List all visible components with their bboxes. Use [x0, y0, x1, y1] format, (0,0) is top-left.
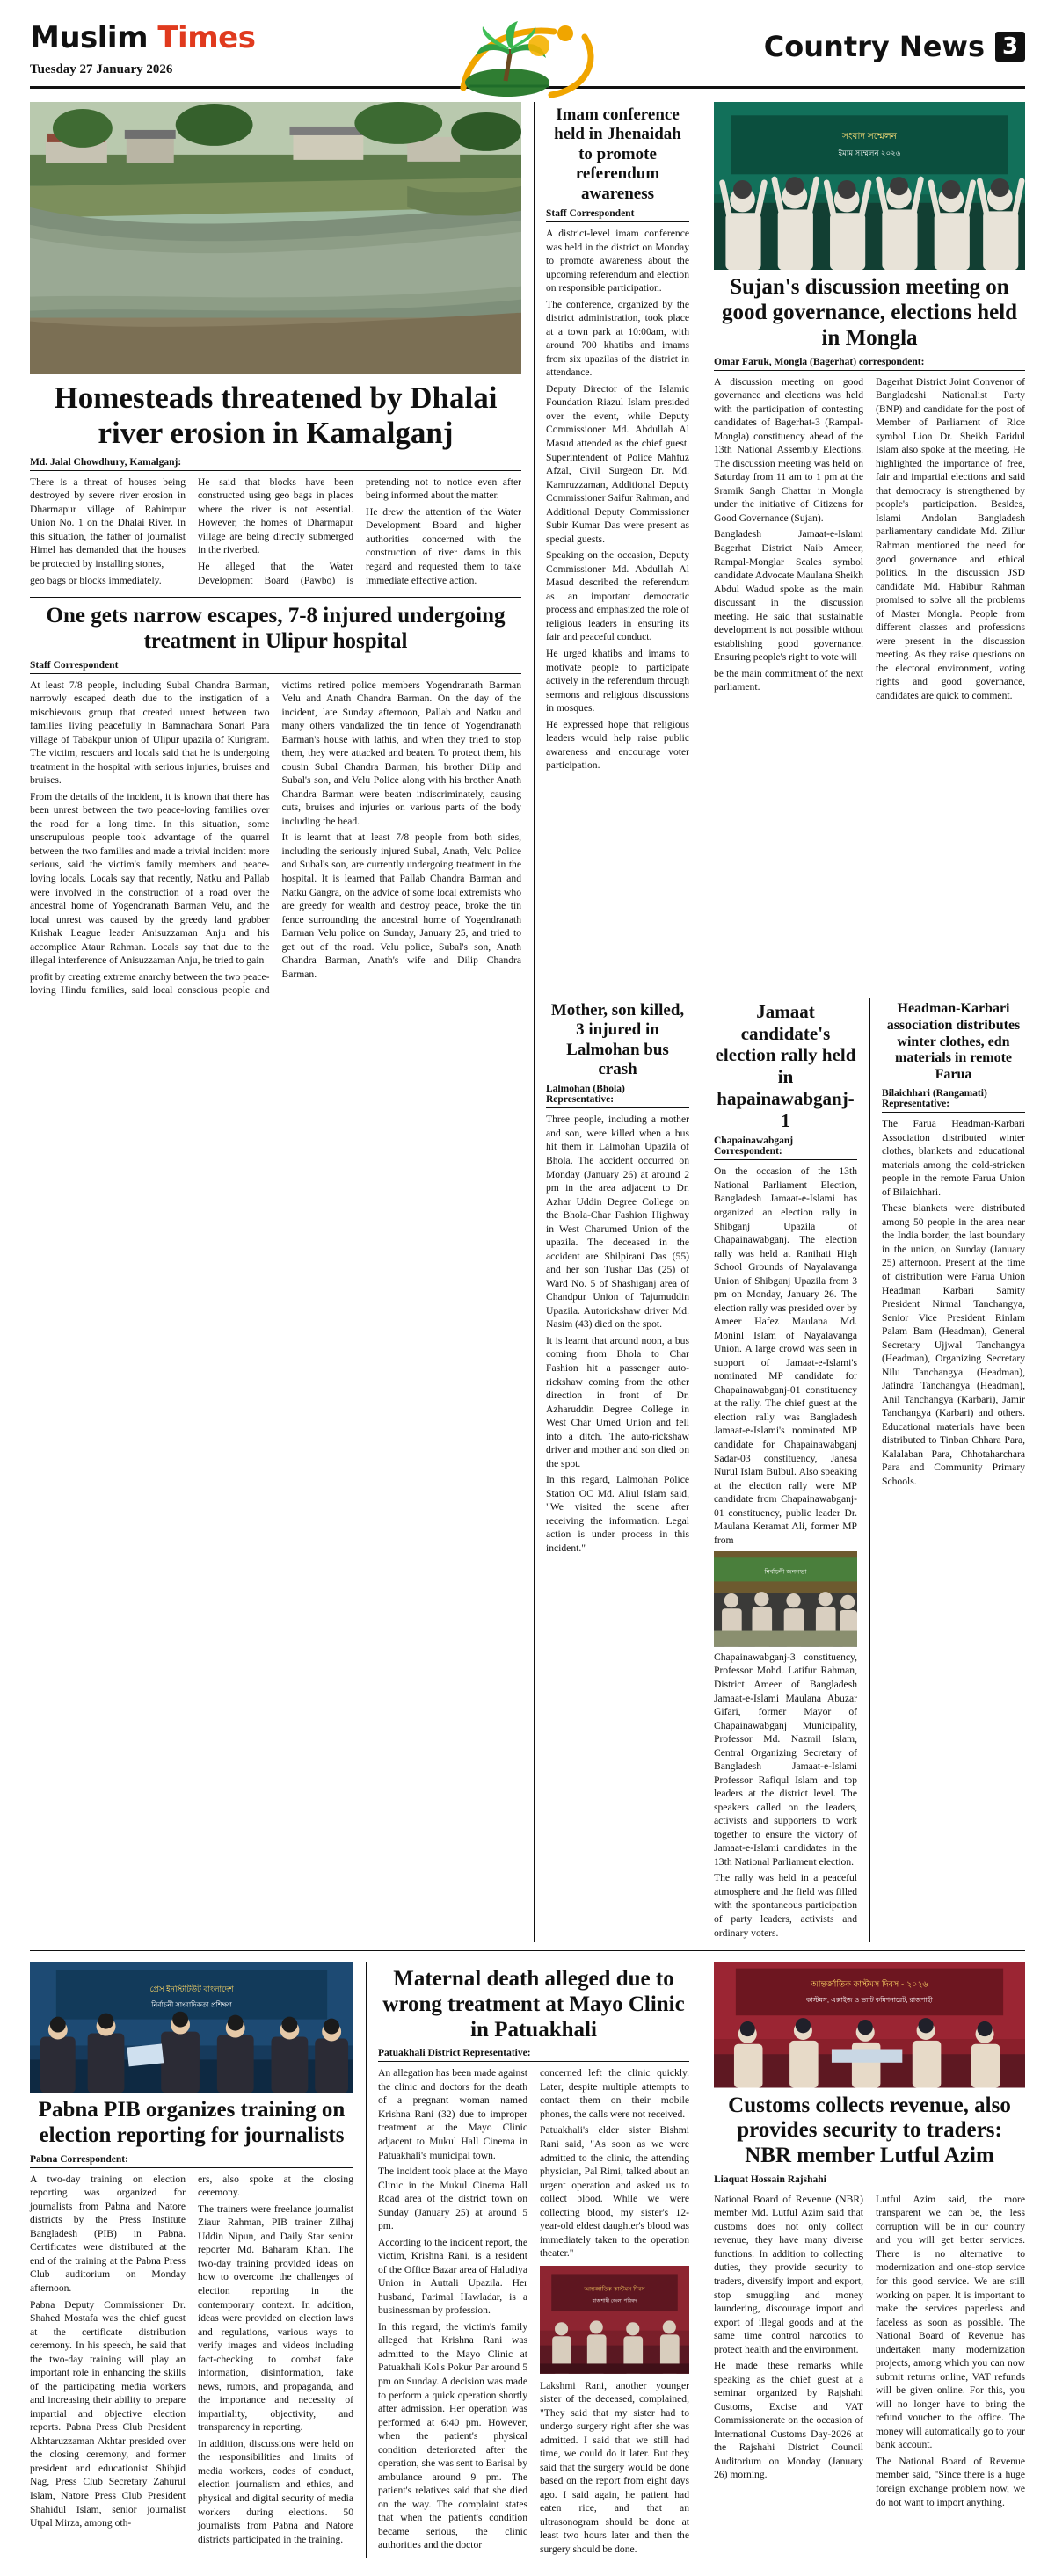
svg-text:রাজশাহী জেলা পরিষদ: রাজশাহী জেলা পরিষদ: [592, 2298, 637, 2304]
palm-tree-logo-icon: [453, 19, 602, 100]
masthead-logo: [453, 19, 602, 100]
paragraph: geo bags or blocks immediately.: [30, 574, 162, 586]
headline-imam: Imam conference held in Jhenaidah to promote referendum awareness: [554, 105, 681, 203]
paragraph: It is learnt that around noon, a bus coming from Bhola to Char Fashion hit a passenger auto-rickshaw coming from the other direction in front of Dr. Azharuddin Degree College in West Char Umed Union and fell into a ditch. The auto-rickshaw driver and mother and son died on the spot.: [546, 1334, 689, 1469]
center-column: [534, 102, 689, 998]
body-pabna: [30, 2173, 353, 2546]
body-mayo-col2-text: [540, 2066, 689, 2260]
paragraph: be the main commitment of the next parliament.: [714, 667, 863, 693]
svg-text:আন্তর্জাতিক কাস্টমস দিবস - ২০২: আন্তর্জাতিক কাস্টমস দিবস - ২০২৬: [811, 1979, 928, 1990]
jamaat-rally-image: [714, 1551, 857, 1647]
byline-mayo: Patuakhali District Representative:: [378, 2048, 689, 2062]
masthead-left: [30, 20, 320, 77]
customs-day-image: [714, 1962, 1025, 2088]
paragraph: The National Board of Revenue member said, "Since there is a huge foreign exchange problem now, we do not want to import anything.: [876, 2455, 1025, 2508]
body-ulipur: [30, 678, 521, 998]
mid-grid: [30, 998, 1025, 1942]
paragraph: Speaking on the occasion, Deputy Commissioner Md. Abdullah Al Masud described the referendum as an important democratic process and emphasized the role of religious leaders in ensuring its fair and peaceful conduct.: [546, 549, 689, 643]
byline-imam: Staff Correspondent: [546, 208, 689, 222]
paragraph: The conference, organized by the district administration, took place at a town park at 10:00am, with around 700 khatibs and imams from six upazilas of the district in attendance.: [546, 298, 689, 379]
photo-pabna-training: [30, 1962, 353, 2093]
masthead: [30, 20, 1025, 83]
article-lalmohan: [534, 998, 689, 1942]
paragraph: Patuakhali's elder sister Bishmi Rani said, "As soon as we were admitted to the clinic, the attending physician, Pal Rimi, talked about an urgent operation and asked us to collect blood. While we were collecting blood, my sister's 12-year-old eldest daughter's blood was immediately taken to the operation theater.": [540, 2124, 689, 2260]
paragraph: He made these remarks while speaking as the chief guest at a seminar organized by Rajshahi Customs, Excise and VAT Commissionerate on the occasion of International Customs Day-2026 at the Rajshahi District Council Auditorium on Monday (January 26) morning.: [714, 2360, 863, 2481]
svg-text:কাস্টমস, এক্সাইজ ও ভ্যাট কমিশন: কাস্টমস, এক্সাইজ ও ভ্যাট কমিশনারেট, রাজশাহী: [806, 1995, 933, 2004]
paragraph: ers, also spoke at the closing ceremony.: [198, 2173, 353, 2199]
paragraph: Bagerhat District Joint Convenor of Bangladeshi Nationalist Party (BNP) and candidate for the post of Member of Parliament of Rice symbol Lion Dr. Sheikh Faridul Islam also spoke at the meeting. He highlighted the importance of free, fair and impartial elections and said that democracy is strengthened by people's participation. Besides, Islami Andolan Bangladesh parliamentary candidate Md. Zillur Rahman mentioned the need for good governance and ethical politics. In the discussion JSD candidate Md. Habibur Rahman promised to solve all the problems of Master Mongla. People from different classes and professions were present in the discussion meeting. As they raise questions on the electoral environment, voting rights and good governance, candidates are quick to comment.: [876, 375, 1025, 701]
body-mayo-col2: [540, 2066, 689, 2558]
paragraph: The incident took place at the Mayo Clinic in the Mukul Cinema Hall Road area of the district town on Sunday (January 25) at around 5 pm.: [378, 2166, 528, 2232]
svg-text:সংবাদ সম্মেলন: সংবাদ সম্মেলন: [842, 131, 897, 142]
customs-seminar-image: [540, 2266, 689, 2374]
byline-dhalai: Md. Jalal Chowdhury, Kamalganj:: [30, 457, 521, 471]
bottom-grid: [30, 1962, 1025, 2558]
paragraph: Lutful Azim said, the more transparent we can be, the less corruption will be in our country and you will get better services. There is no alternative to modernization and one-stop service for this good service. We are still working on paper. It is important to make the services paperless and faceless as soon as possible. The National Board of Revenue has undertaken many modernization projects, among which you can now submit returns online, VAT refunds will be given online. For this, you will no longer have to bring the refund voucher to the office. The money will automatically go to your bank account.: [876, 2193, 1025, 2451]
paragraph: These blankets were distributed among 50 people in the area near the India border, the last boundary in the union, on Sunday (January 25) afternoon. Present at the time of distribution were Farua Union Headman Karbari Samity President Nirmal Tanchangya, Senior Vice President Rinlam Palam Bam (Headman), General Secretary Ujjwal Tanchangya (Headman), Organizing Secretary Nilu Tanchangya (Headman), Jatindra Tanchangya (Headman), Anil Tanchangya (Karbari), Jamir Tanchangya (Karbari) and others. Educational materials have been distributed to Tinban Chhara Para, Kalalaban Para, Chhotaharchara Para and Community Primary Schools.: [882, 1202, 1025, 1487]
paragraph: Chapainawabganj-3 constituency, Professor Mohd. Latifur Rahman, District Ameer of Bangladesh Jamaat-e-Islami Maulana Abuzar Gifari, former Mayor of Chapainawabganj Municipality, Professor Md. Nazmil Islam, Central Organizing Secretary of Bangladesh Jamaat-e-Islami Professor Rafiqul Islam and top leaders at the district level. The speakers called on the leaders, activists and supporters to work together to ensure the victory of Jamaat-e-Islami candidates in the 13th National Parliament election.: [714, 1651, 857, 1868]
paragraph: It is learnt that at least 7/8 people from both sides, including the seriously injured Subal, Anath, Velu Police and Subal's son, are currently undergoing treatment in the hospital. It is learned that Pallab Chandra Barman and Natku Gangra, on the advice of some local extremists who are greedy for wealth and destroy peace, broke the tin fence surrounding the ancestral home of Yogendranath Barman Velu police on Sunday, January 25, and tried to get out of the road. Velu police, Subal's son, Anath Chandra Barman, Anath's wife and Dilip Chandra Barman.: [281, 831, 521, 980]
paragraph: On the occasion of the 13th National Parliament Election, Bangladesh Jamaat-e-Islami has organized an election rally in Shibganj Upazila of Chapainawabganj. The election rally was held at Ranihati High School Grounds of Nayalavanga Union of Shibganj Upazila from 3 pm on Monday, January 26. The election rally was presided over by Ameer Hafez Maulana Md. Moninl Islam of Nayalavanga Union. A large crowd was seen in support of Jamaat-e-Islami's nominated MP candidate for Chapainawabganj-01 constituency at the rally. The chief guest at the election rally was Bangladesh Jamaat-e-Islami's nominated MP candidate for Chapainawabganj Sadar-03 constituency, Janesa Nurul Islam Bulbul. Also speaking at the election rally were MP candidate from Chapainawabganj-01 constituency, public leader Dr. Maulana Keramat Ali, former MP from: [714, 1165, 857, 1546]
paragraph: He urged khatibs and imams to motivate people to participate actively in the referendum through sermons and religious discussions in mosques.: [546, 647, 689, 715]
headline-customs: Customs collects revenue, also provides security to traders: NBR member Lutful Azim: [728, 2093, 1011, 2168]
article-dhalai-erosion: [30, 102, 521, 998]
spacer-left: [30, 998, 521, 1942]
paragraph: In this regard, the victim's family alleged that Krishna Rani was admitted to the Mayo Clinic at Patuakhali Kol's Pokur Par around 5 pm on Sunday. A decision was made to perform a quick operation shortly after admission. Her operation was performed at 6:40 pm. However, when the patient's physical condition deteriorated after the operation, she was sent to Barisal by ambulance around 9 pm. The patient's relatives said that she died on the way. The complaint states that when the patient's condition became serious, the clinic authorities and the doctor: [378, 2320, 528, 2551]
byline-lalmohan: Lalmohan (Bhola) Representative:: [546, 1084, 689, 1108]
photo-jamaat-rally: [714, 1551, 857, 1647]
body-mayo: [378, 2066, 689, 2558]
section-title: Country News: [763, 30, 985, 63]
paragraph: National Board of Revenue (NBR) member Md. Lutful Azim said that customs does not only collect revenue, they have many diverse functions. In addition to collecting duties, they provide security to traders, diversify import and export, stop smuggling and money laundering, discourage import and export of illegal goods and at the same time control narcotics to protect health and the environment.: [714, 2193, 863, 2355]
svg-text:নির্বাচনী জনসভা: নির্বাচনী জনসভা: [764, 1567, 807, 1576]
paragraph: Deputy Director of the Islamic Foundation Riazul Islam presided over the event, while Deputy Commissioner Md. Abdullah Al Masud attended as the chief guest. Superintendent of Police Mahfuz Afzal, Civil Surgeon Dr. Md. Kamruzzaman, Additional Deputy Commissioner Saifur Rahman, and Additional Deputy Commissioner Subir Kumar Das were present as special guests.: [546, 382, 689, 545]
publication-title-part1: Muslim: [30, 20, 158, 55]
paragraph: He said that blocks have been constructed using geo bags in places where the river is not essential. However, the homes of Dharmapur village are being directly submerged in the riverbed.: [198, 475, 353, 556]
byline-pabna: Pabna Correspondent:: [30, 2154, 353, 2168]
article-pabna: [30, 1962, 353, 2558]
paragraph: An allegation has been made against the clinic and doctors for the death of a pregnant woman named Krishna Rani (32) due to improper treatment at the Mayo Clinic adjacent to Mukul Hall Cinema in Patuakhali's municipal town.: [378, 2067, 528, 2161]
article-headman: [869, 998, 1025, 1942]
byline-headman: Bilaichhari (Rangamati) Representative:: [882, 1088, 1025, 1113]
headline-sujan: Sujan's discussion meeting on good governance, elections held in Mongla: [721, 275, 1018, 350]
headline-dhalai: Homesteads threatened by Dhalai river erosion in Kamalganj: [54, 381, 498, 450]
paragraph: From the details of the incident, it is known that there has been unrest between the two peace-loving families over the road for a long time. In this situation, some unscrupulous people took advantage of the quarrel between the two families and made a trivial incident more serious, said the victim's family members and peace-loving locals. Locals say that recently, Natku and Pallab were involved in the construction of a road over the ancestral home of Yogendranath Barman Velu, and the local unrest was caused by the greedy land grabber Krishak League leader Anisuzzaman Anju and his accomplice Ataur Rahman. Locals say that due to the illegal interference of Anisuzzaman Anju, he tried to gain: [30, 790, 270, 967]
paragraph: The rally was held in a peaceful atmosphere and the field was filled with the spontaneous participation of party leaders, activists and ordinary voters.: [714, 1872, 857, 1939]
paragraph: Lakshmi Rani, another younger sister of the deceased, complained, "They said that my sister had to undergo surgery right after she was admitted. I said that we still had time, we could do it later. But they said that the surgery would be done based on the report from eight days ago. I said again, he patient had eaten rice, and that an ultrasonogram should be done at least two hours later and then the surgery should be done.: [540, 2379, 689, 2555]
photo-imam-conference: [714, 102, 1025, 270]
top-grid: [30, 102, 1025, 998]
headline-pabna: Pabna PIB organizes training on election reporting for journalists: [38, 2098, 346, 2147]
paragraph: A district-level imam conference was held in the district on Monday to promote awareness about the upcoming referendum and election on responsible participation.: [546, 228, 689, 294]
paragraph: profit by creating extreme anarchy between the two peace-loving Hindu families, said local conscious people and victims retired police members Yogendranath Barman Velu and Anath Chandra Barman. On the day of the incident, late Sunday afternoon, Pallab and Natku and many others vandalized the tin fence of Yogendranath Barman's house with lathis, and when they tried to stop them, they were attacked and beaten. To protect them, his cousin Subal Chandra Barman, his brother Dilip and Subal's son, and Velu Police along with his brother Anath Chandra Barman were beaten indiscriminately, causing cuts, bruises and injuries on various parts of the body including the head.: [30, 678, 521, 997]
paragraph: A discussion meeting on good governance and elections was held with the participation of contesting candidates of Bagerhat-3 (Rampal-Mongla) constituency ahead of the 13th National Assembly Elections. The discussion meeting was held on Saturday from 11 am to 1 pm at the Sramik Sangh Chattar in Mongla under the initiative of Citizens for Good Governance (Sujan).: [714, 375, 863, 524]
section-divider: [30, 1950, 1025, 1951]
body-lalmohan: [546, 1113, 689, 1555]
headline-lalmohan: Mother, son killed, 3 injured in Lalmohan bus crash: [550, 1000, 685, 1078]
publication-title-part2: Times: [157, 20, 256, 55]
paragraph: A two-day training on election reporting was organized for journalists from Pabna and Natore districts by the Press Institute Bangladesh (PIB) in Pabna. Certificates were distributed at the end of the training at the Pabna Press Club auditorium on Monday afternoon.: [30, 2173, 186, 2294]
body-mayo-col1: [378, 2066, 528, 2558]
publication-date: Tuesday 27 January 2026: [30, 62, 173, 76]
paragraph: Pabna Deputy Commissioner Dr. Shahed Mostafa was the chief guest at the certificate distribution ceremony. In his speech, he said that the two-day training will play an important role in enhancing the skills of the participating media workers and increasing their ability to prepare impartial and objective election reports. Pabna Press Club President Akhtaruzzaman Akhtar presided over the closing ceremony, and former president and educationist Shibjid Nag, Press Club Secretary Zahurul Islam, Natore Press Club President Shahidul Islam, senior journalist Utpal Mirza, among oth-: [30, 2298, 186, 2529]
page-number: 3: [995, 32, 1025, 62]
paragraph: He expressed hope that religious leaders would help raise public awareness and encourage voter participation.: [546, 718, 689, 772]
body-dhalai: [30, 475, 521, 589]
body-sujan: [714, 375, 1025, 703]
paragraph: concerned left the clinic quickly. Later, despite multiple attempts to contact them on their mobile phones, the calls were not received.: [540, 2067, 689, 2120]
byline-ulipur: Staff Correspondent: [30, 660, 521, 674]
headline-headman: Headman-Karbari association distributes winter clothes, edn materials in remote Farua: [886, 1000, 1021, 1083]
paragraph: He drew the attention of the Water Development Board and higher authorities concerned with the construction of river dams in this regard and requested them to take immediate effective action.: [366, 505, 521, 586]
body-headman: [882, 1117, 1025, 1488]
headline-jamaat: Jamaat candidate's election rally held in hapainawabganj-1: [715, 1000, 856, 1131]
byline-sujan: Omar Faruk, Mongla (Bagerhat) correspondent:: [714, 357, 1025, 371]
body-jamaat-cont: [714, 1651, 857, 1940]
right-column-top: [702, 102, 1025, 998]
article-jamaat: [702, 998, 857, 1942]
paragraph: At least 7/8 people, including Subal Chandra Barman, narrowly escaped death due to the instigation of a mischievous group that created unrest between two families living peacefully in Bamnachara Sonari Para village of Tabakpur union of Ulipur upazila of Kurigram. The victim, rescuers and locals said that he is undergoing treatment in the hospital with serious injuries, bruises and bruises.: [30, 678, 270, 787]
masthead-right: [764, 30, 1025, 63]
article-customs: [702, 1962, 1025, 2558]
paragraph: In addition, discussions were held on the responsibilities and limits of media workers, codes of conduct, election journalism and ethics, and physical and digital security of media workers during elections. 50 journalists from Pabna and Natore districts participated in the training.: [198, 2437, 353, 2545]
paragraph: According to the incident report, the victim, Krishna Rani, is a resident of the Office Bazar area of Haludiya Union in Auttali Upazila. Her husband, Parimal Hawladar, is a businessman by profession.: [378, 2236, 528, 2317]
byline-jamaat: Chapainawabganj Correspondent:: [714, 1136, 857, 1160]
article-mayo: [366, 1962, 689, 2558]
paragraph: In this regard, Lalmohan Police Station OC Md. Aliul Islam said, "We visited the scene after receiving the information. Legal action is under process in this incident.": [546, 1474, 689, 1554]
photo-river-erosion: [30, 102, 521, 374]
body-customs: [714, 2193, 1025, 2509]
paragraph: Bangladesh Jamaat-e-Islami Bagerhat District Naib Ameer, Rampal-Monglar Scales symbol candidate Advocate Maulana Sheikh Abdul Wadud spoke as the main discussant in the discussion meeting. He said that sustainable development is not possible without establishing good governance. Ensuring people's right to vote will: [714, 528, 863, 664]
headline-mayo: Maternal death alleged due to wrong treatment at Mayo Clinic in Patuakhali: [382, 1967, 685, 2042]
svg-text:প্রেস ইনস্টিটিউট বাংলাদেশ: প্রেস ইনস্টিটিউট বাংলাদেশ: [149, 1984, 234, 1993]
imam-conference-image: [714, 102, 1025, 270]
body-mayo-col2-text2: [540, 2379, 689, 2557]
paragraph: He alleged that the Water Development Board (Pawbo) is pretending not to notice even after being informed about the matter.: [198, 475, 521, 586]
pabna-training-image: [30, 1962, 353, 2093]
river-erosion-image: [30, 102, 521, 374]
svg-text:নির্বাচনী সাংবাদিকতা প্রশিক্ষণ: নির্বাচনী সাংবাদিকতা প্রশিক্ষণ: [151, 2000, 232, 2009]
byline-customs: Liaquat Hossain Rajshahi: [714, 2174, 1025, 2188]
divider: [30, 597, 521, 598]
publication-title: [30, 20, 320, 55]
body-jamaat: [714, 1165, 857, 1547]
svg-text:আন্তর্জাতিক কাস্টমস দিবস: আন্তর্জাতিক কাস্টমস দিবস: [584, 2286, 645, 2293]
svg-text:ইমাম সম্মেলন ২০২৬: ইমাম সম্মেলন ২০২৬: [838, 149, 901, 158]
paragraph: The Farua Headman-Karbari Association distributed winter clothes, blankets and educational materials among the cold-stricken people in the remote Farua Union of Bilaichhari.: [882, 1118, 1025, 1198]
body-imam: [546, 227, 689, 773]
headline-ulipur: One gets narrow escapes, 7-8 injured undergoing treatment in Ulipur hospital: [46, 604, 506, 653]
paragraph: Three people, including a mother and son, were killed when a bus hit them in Lalmohan Upazila of Bhola. The accident occurred on Monday (January 26) at around 2 pm in the area adjacent to Dr. Azhar Uddin Degree College on the Bhola-Char Fashion Highway in West Charumed Union of the upazila. The deceased in the accident are Shilpirani Das (55) and her son Tushar Das (25) of Ward No. 5 of Shashiganj area of Chandpur Union of Tajumuddin Upazila. Autorickshaw driver Md. Nasim (43) died on the spot.: [546, 1114, 689, 1331]
photo-customs-seminar: [540, 2266, 689, 2374]
photo-customs-header: [714, 1962, 1025, 2088]
paragraph: The trainers were freelance journalist Ziaur Rahman, PIB trainer Zilhaj Uddin Nipun, and Daily Star senior reporter Md. Baharam Khan. The two-day training provided ideas on how to overcome the challenges of election reporting in the contemporary context. In addition, ideas were provided on election laws and regulations, various ways to verify images and videos including fact-checking to combat fake information, disinformation, fake news, rumors, and propaganda, and the importance and necessity of impartiality, objectivity, and transparency in reporting.: [198, 2202, 353, 2434]
paragraph: There is a threat of houses being destroyed by severe river erosion in Dharmapur village of Rahimpur Union No. 1 on the Dhalai River. In this situation, the father of journalist Himel has demanded that the houses be protected by installing stones,: [30, 475, 186, 570]
